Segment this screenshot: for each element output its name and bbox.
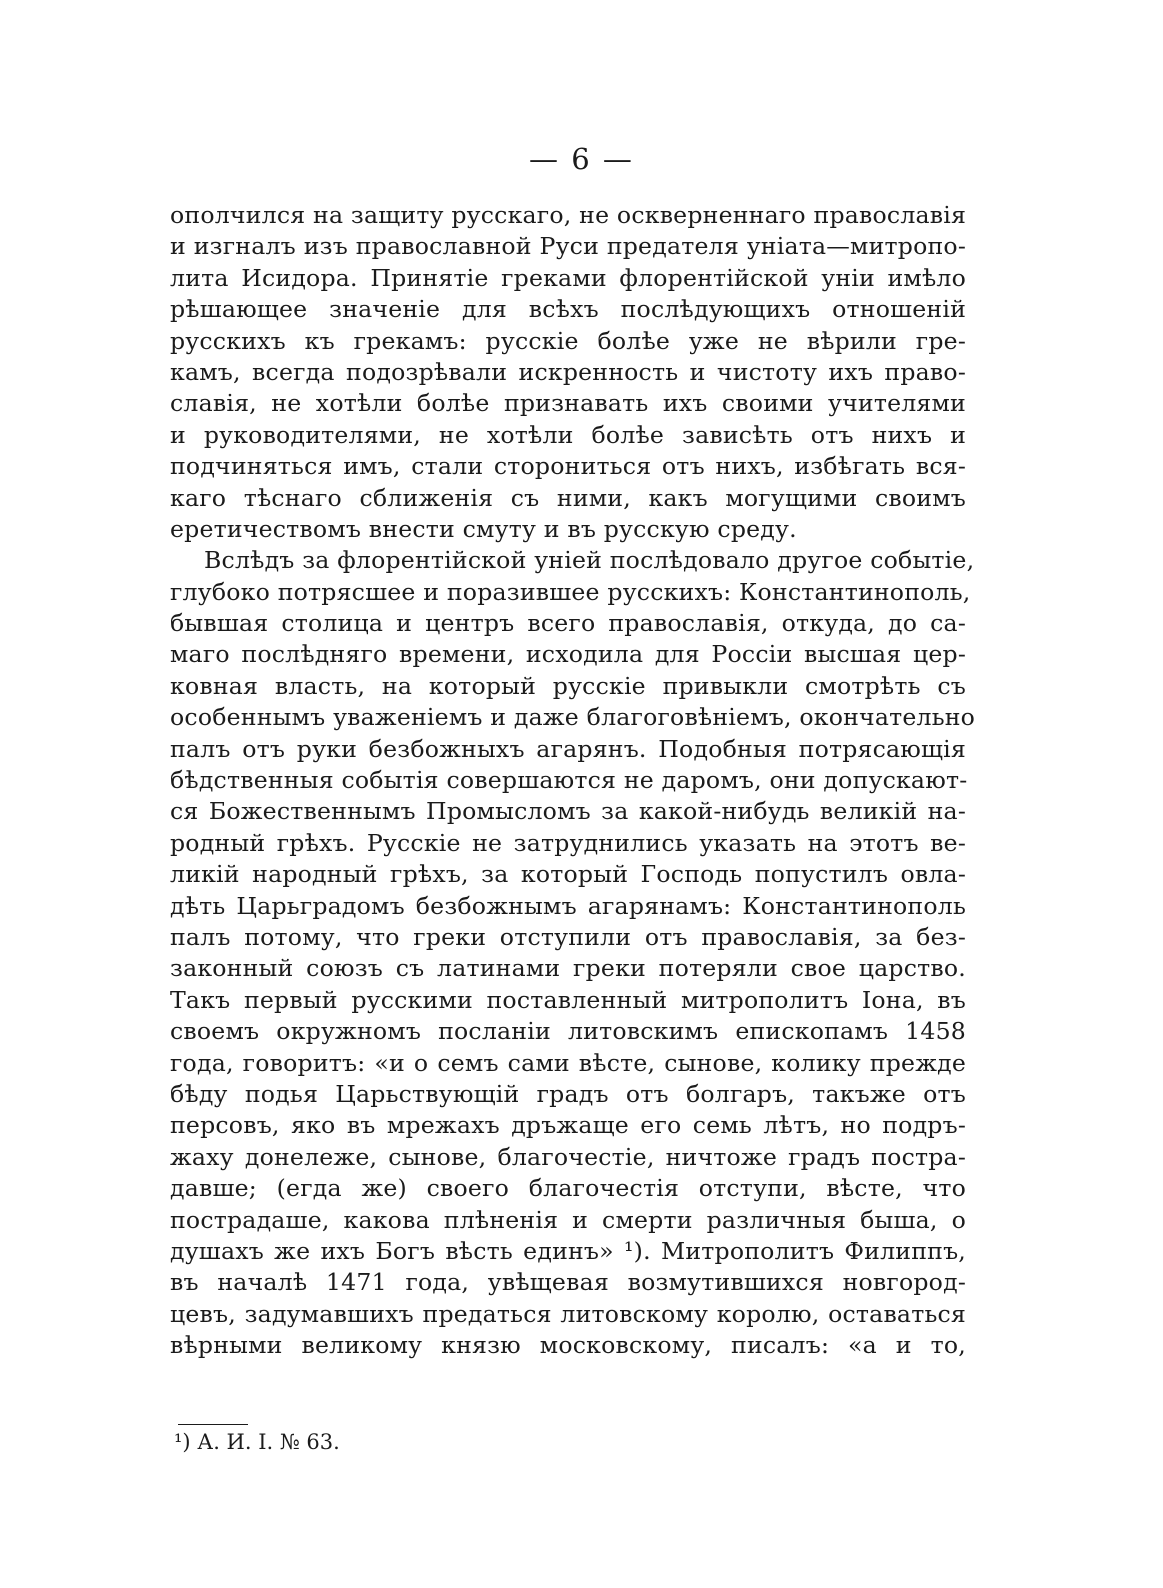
text-line: бѣду подья Царьствующій градъ отъ болгаръ, такъже отъ (170, 1079, 966, 1108)
text-line: славія, не хотѣли болѣе признавать ихъ своими учителями (170, 389, 966, 418)
text-line: дѣть Царьградомъ безбожнымъ агарянамъ: Константинополь (170, 891, 966, 920)
text-line: законный союзъ съ латинами греки потеряли свое царство. (170, 954, 966, 983)
text-line: пострадаше, какова плѣненія и смерти различныя быша, о (170, 1205, 966, 1234)
text-line: давше; (егда же) своего благочестія отступи, вѣсте, что (170, 1174, 966, 1203)
text-line: камъ, всегда подозрѣвали искренность и чистоту ихъ право- (170, 357, 966, 386)
text-line: персовъ, яко въ мрежахъ дръжаще его семь лѣтъ, но подръ- (170, 1111, 966, 1140)
text-line: лита Исидора. Принятіе греками флорентійской уніи имѣло (170, 263, 966, 292)
text-line: и руководителями, не хотѣли болѣе зависѣть отъ нихъ и (170, 420, 966, 449)
text-line: родный грѣхъ. Русскіе не затруднились указать на этотъ ве- (170, 828, 966, 857)
text-body (170, 200, 976, 1361)
text-line: русскихъ къ грекамъ: русскіе болѣе уже не вѣрили гре- (170, 326, 966, 355)
text-line: жаху донележе, сынове, благочестіе, ничтоже градъ пострa- (170, 1142, 966, 1171)
text-line: глубоко потрясшее и поразившее русскихъ: Константинополь, (170, 577, 971, 606)
text-line: рѣшающее значеніе для всѣхъ послѣдующихъ отношеній (170, 295, 966, 324)
text-line: бывшая столица и центръ всего православія, откуда, до са- (170, 609, 966, 638)
text-line: еретичествомъ внести смуту и въ русскую среду. (170, 514, 797, 543)
text-line: маго послѣдняго времени, исходила для Россіи высшая цер- (170, 640, 966, 669)
text-line: душахъ же ихъ Богъ вѣсть единъ» ¹). Митрополитъ Филиппъ, (170, 1236, 966, 1265)
footnote-rule (178, 1424, 248, 1425)
text-line: особеннымъ уваженіемъ и даже благоговѣніемъ, окончательно (170, 703, 976, 732)
text-line: каго тѣснаго сближенія съ ними, какъ могущими своимъ (170, 483, 966, 512)
text-line: ковная власть, на который русскіе привыкли смотрѣть съ (170, 671, 966, 700)
footnote: ¹) А. И. І. № 63. (174, 1430, 340, 1454)
text-line: года, говоритъ: «и о семъ сами вѣсте, сынове, колику прежде (170, 1048, 966, 1077)
text-line: палъ потому, что греки отступили отъ православія, за без- (170, 922, 966, 951)
text-line: своемъ окружномъ посланіи литовскимъ епископамъ 1458 (170, 1017, 966, 1046)
text-line: и изгналъ изъ православной Руси предателя уніата—митропо- (170, 232, 966, 261)
page-number: — 6 — (529, 142, 634, 176)
text-line: палъ отъ руки безбожныхъ агарянъ. Подобныя потрясающія (170, 734, 966, 763)
text-line: ликій народный грѣхъ, за который Господь попустилъ овла- (170, 860, 966, 889)
text-line: цевъ, задумавшихъ предаться литовскому королю, оставаться (170, 1299, 966, 1328)
text-line: въ началѣ 1471 года, увѣщевая возмутившихся новгород- (170, 1268, 966, 1297)
text-line: вѣрными великому князю московскому, писалъ: «а и то, (170, 1331, 966, 1360)
text-line: Такъ первый русскими поставленный митрополитъ Іона, въ (170, 985, 966, 1014)
text-line: подчиняться имъ, стали сторониться отъ нихъ, избѣгать вся- (170, 452, 966, 481)
text-line: бѣдственныя событія совершаются не даромъ, они допускают- (170, 766, 968, 795)
text-line: Вслѣдъ за флорентійской уніей послѣдовало другое событіе, (204, 546, 975, 575)
text-line: ополчился на защиту русскаго, не оскверненнаго православія (170, 201, 967, 229)
text-line: ся Божественнымъ Промысломъ за какой-нибудь великій на- (170, 797, 966, 826)
